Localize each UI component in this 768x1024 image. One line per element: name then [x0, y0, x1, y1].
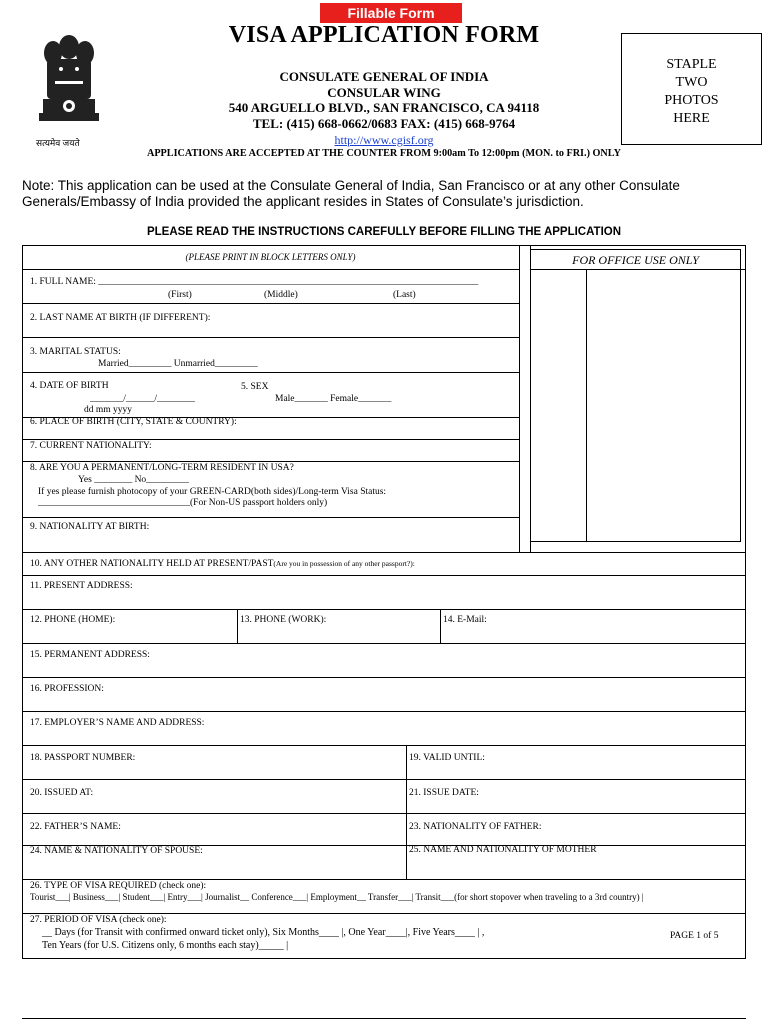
note-line: Generals/Embassy of India provided the applicant resides in States of Consulate’s jurisdiction.: [22, 194, 584, 209]
phone-home-field[interactable]: 12. PHONE (HOME):: [30, 615, 116, 625]
profession-field[interactable]: 16. PROFESSION:: [30, 684, 104, 694]
middle-name-label: (Middle): [264, 290, 298, 300]
email-field[interactable]: 14. E-Mail:: [443, 615, 487, 625]
note-line: Note: This application can be used at the Consulate General of India, San Francisco or at any other Consulate: [22, 178, 680, 193]
instructions-heading: PLEASE READ THE INSTRUCTIONS CAREFULLY BEFORE FILLING THE APPLICATION: [146, 226, 622, 238]
visa-period-ten-years[interactable]: Ten Years (for U.S. Citizens only, 6 months each stay)_____ |: [42, 940, 289, 951]
visa-status-field[interactable]: ________________________________(For Non-US passport holders only): [38, 498, 328, 508]
consulate-address: 540 ARGUELLO BLVD., SAN FRANCISCO, CA 94118: [228, 100, 540, 115]
last-name-label: (Last): [393, 290, 416, 300]
acceptance-hours: APPLICATIONS ARE ACCEPTED AT THE COUNTER FROM 9:00am To 12:00pm (MON. to FRI.) ONLY: [146, 148, 622, 159]
mother-field[interactable]: 25. NAME AND NATIONALITY OF MOTHER: [409, 845, 597, 855]
next-section-border: [22, 1018, 746, 1019]
marital-status-label: 3. MARITAL STATUS:: [30, 347, 121, 357]
consular-wing: CONSULAR WING: [327, 85, 441, 100]
sex-options[interactable]: Male_______ Female_______: [275, 394, 392, 404]
passport-number-field[interactable]: 18. PASSPORT NUMBER:: [30, 753, 136, 763]
consulate-name: CONSULATE GENERAL OF INDIA: [279, 69, 489, 84]
block-letters-note: (PLEASE PRINT IN BLOCK LETTERS ONLY): [185, 252, 356, 262]
page-number: PAGE 1 of 5: [670, 931, 719, 941]
employer-field[interactable]: 17. EMPLOYER’S NAME AND ADDRESS:: [30, 718, 205, 728]
photo-box-line: TWO: [675, 75, 708, 90]
other-nationality-field[interactable]: [30, 559, 415, 569]
fillable-form-badge: Fillable Form: [320, 3, 462, 23]
nationality-at-birth-field[interactable]: 9. NATIONALITY AT BIRTH:: [30, 522, 150, 532]
date-format-hint: dd mm yyyy: [84, 405, 133, 415]
spouse-field[interactable]: 24. NAME & NATIONALITY OF SPOUSE:: [30, 846, 203, 856]
marital-status-options[interactable]: Married_________ Unmarried_________: [98, 359, 258, 369]
permanent-address-field[interactable]: 15. PERMANENT ADDRESS:: [30, 650, 150, 660]
consulate-phone: TEL: (415) 668-0662/0683 FAX: (415) 668-9764: [252, 116, 516, 131]
phone-work-field[interactable]: 13. PHONE (WORK):: [240, 615, 327, 625]
sex-label: 5. SEX: [241, 382, 269, 392]
photo-box-line: HERE: [673, 111, 710, 126]
present-address-field[interactable]: 11. PRESENT ADDRESS:: [30, 581, 133, 591]
current-nationality-field[interactable]: 7. CURRENT NATIONALITY:: [30, 441, 152, 451]
date-of-birth-label: 4. DATE OF BIRTH: [30, 381, 109, 391]
issue-date-field[interactable]: 21. ISSUE DATE:: [409, 788, 479, 798]
photo-box-line: PHOTOS: [664, 93, 719, 108]
green-card-note: If yes please furnish photocopy of your GREEN-CARD(both sides)/Long-term Visa Status:: [38, 487, 387, 497]
place-of-birth-field[interactable]: 6. PLACE OF BIRTH (CITY, STATE & COUNTRY):: [30, 417, 237, 427]
other-nationality-subnote: (Are you in possession of any other passport?):: [273, 559, 415, 568]
full-name-field[interactable]: 1. FULL NAME: ________________________________________________________________________________: [30, 277, 479, 287]
permanent-resident-label: 8. ARE YOU A PERMANENT/LONG-TERM RESIDENT IN USA?: [30, 463, 294, 473]
other-nationality-label: 10. ANY OTHER NATIONALITY HELD AT PRESENT/PAST: [30, 559, 274, 569]
visa-type-label: 26. TYPE OF VISA REQUIRED (check one):: [30, 881, 207, 891]
first-name-label: (First): [168, 290, 192, 300]
valid-until-field[interactable]: 19. VALID UNTIL:: [409, 753, 485, 763]
date-of-birth-field[interactable]: _______/______/________: [90, 394, 196, 404]
office-use-label: FOR OFFICE USE ONLY: [572, 253, 699, 267]
visa-period-label: 27. PERIOD OF VISA (check one):: [30, 915, 167, 925]
father-nationality-field[interactable]: 23. NATIONALITY OF FATHER:: [409, 822, 542, 832]
photo-box-line: STAPLE: [666, 57, 717, 72]
visa-period-options[interactable]: __ Days (for Transit with confirmed onward ticket only), Six Months____ |, One Year____|, Five Years____ | ,: [42, 927, 485, 938]
application-form: [22, 245, 746, 959]
last-name-at-birth-field[interactable]: 2. LAST NAME AT BIRTH (IF DIFFERENT):: [30, 313, 211, 323]
father-name-field[interactable]: 22. FATHER’S NAME:: [30, 822, 121, 832]
emblem-motto: सत्यमेव जयते: [36, 138, 80, 148]
consulate-website-link[interactable]: http://www.cgisf.org: [334, 133, 434, 147]
form-title: VISA APPLICATION FORM: [228, 22, 540, 48]
permanent-resident-options[interactable]: Yes ________ No_________: [78, 475, 189, 485]
note-paragraph: [22, 178, 742, 210]
visa-type-options[interactable]: Tourist___| Business___| Student___| Entry___| Journalist__ Conference___| Employment__ Transfer___| Transit___(for short stopover when traveling to a 3rd country) |: [30, 892, 644, 902]
issued-at-field[interactable]: 20. ISSUED AT:: [30, 788, 94, 798]
photo-box: [621, 33, 762, 145]
